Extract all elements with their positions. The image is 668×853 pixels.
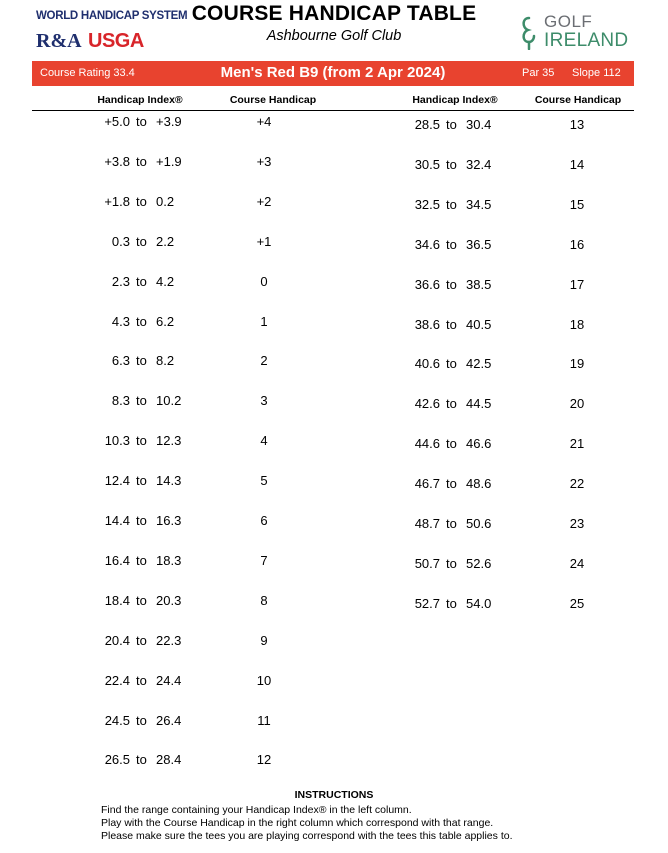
range-to-word: to (136, 672, 147, 688)
range-from: 46.7 (414, 476, 440, 492)
range-to-word: to (446, 236, 457, 252)
range-from: 22.4 (104, 672, 130, 688)
range-to: 26.4 (156, 712, 182, 728)
range-to-word: to (446, 436, 457, 452)
range-from: 30.5 (414, 156, 440, 172)
table-row (90, 194, 284, 214)
instruction-line: Find the range containing your Handicap Index® in the left column. (101, 804, 412, 816)
range-to: 30.4 (466, 117, 492, 132)
course-handicap-value: +1 (256, 233, 272, 249)
range-to: 36.5 (466, 236, 492, 252)
range-to: 24.4 (156, 672, 182, 688)
range-from: 44.6 (414, 436, 440, 452)
range-to-word: to (136, 273, 147, 289)
course-handicap-value: +2 (256, 193, 272, 209)
range-to: 28.4 (156, 752, 182, 768)
club-name: Ashbourne Golf Club (266, 28, 402, 44)
range-to-word: to (446, 396, 457, 412)
course-handicap-value: 0 (260, 273, 268, 289)
range-from: 16.4 (104, 552, 130, 568)
instructions-title: INSTRUCTIONS (294, 789, 374, 801)
table-row (90, 234, 284, 254)
tee-banner (32, 61, 634, 86)
course-handicap-value: 2 (260, 353, 268, 369)
course-handicap-value: 16 (569, 236, 585, 252)
table-row (400, 356, 597, 376)
range-from: 4.3 (111, 313, 130, 329)
range-from: 52.7 (414, 595, 440, 611)
slope-value: Slope 112 (572, 67, 621, 79)
course-handicap-value: 25 (569, 595, 585, 611)
range-to: 20.3 (156, 592, 182, 608)
range-to: 48.6 (466, 476, 492, 492)
usga-logo-text: USGA (88, 30, 144, 52)
range-from: +1.8 (104, 193, 130, 209)
range-from: 26.5 (104, 752, 130, 768)
header-handicap-index-left: Handicap Index® (97, 94, 183, 106)
course-handicap-value: 7 (260, 552, 268, 568)
table-row (90, 593, 284, 613)
golf-ireland-logo (518, 12, 638, 52)
table-row (90, 314, 284, 334)
shamrock-icon (518, 14, 540, 50)
range-to-word: to (446, 276, 457, 292)
range-to-word: to (136, 473, 147, 489)
range-to-word: to (136, 114, 147, 129)
course-handicap-value: 4 (260, 433, 268, 449)
range-from: 38.6 (414, 316, 440, 332)
range-to: 18.3 (156, 552, 182, 568)
table-row (90, 633, 284, 653)
range-to: 52.6 (466, 555, 492, 571)
range-from: 20.4 (104, 632, 130, 648)
range-to: 42.5 (466, 356, 492, 372)
table-row (400, 396, 597, 416)
range-from: 24.5 (104, 712, 130, 728)
range-to: +1.9 (156, 153, 182, 169)
course-handicap-value: 17 (569, 276, 585, 292)
whs-logo-text: WORLD HANDICAP SYSTEM (36, 10, 188, 22)
course-handicap-value: 20 (569, 396, 585, 412)
range-to-word: to (136, 193, 147, 209)
range-to: 8.2 (156, 353, 175, 369)
range-to-word: to (446, 555, 457, 571)
header-course-handicap-right: Course Handicap (534, 94, 622, 106)
range-to: 54.0 (466, 595, 492, 611)
range-from: 36.6 (414, 276, 440, 292)
range-to: 10.2 (156, 393, 182, 409)
course-handicap-value: 15 (569, 196, 585, 212)
table-row (90, 154, 284, 174)
header-course-handicap-left: Course Handicap (229, 94, 317, 106)
table-row (90, 393, 284, 413)
table-row (90, 433, 284, 453)
course-handicap-value: 14 (569, 156, 585, 172)
course-handicap-value: 5 (260, 473, 268, 489)
range-from: 10.3 (104, 433, 130, 449)
range-to: 46.6 (466, 436, 492, 452)
course-handicap-value: 19 (569, 356, 585, 372)
range-to: 38.5 (466, 276, 492, 292)
table-row (400, 317, 597, 337)
table-row (90, 752, 284, 772)
course-handicap-value: 10 (256, 672, 272, 688)
range-from: 0.3 (111, 233, 130, 249)
table-row (90, 114, 284, 134)
range-from: 2.3 (111, 273, 130, 289)
range-from: 34.6 (414, 236, 440, 252)
range-to: 32.4 (466, 156, 492, 172)
table-row (90, 713, 284, 733)
table-row (400, 157, 597, 177)
range-to: 40.5 (466, 316, 492, 332)
course-handicap-value: 8 (260, 592, 268, 608)
header-handicap-index-right: Handicap Index® (412, 94, 498, 106)
table-row (400, 436, 597, 456)
course-handicap-value: 11 (257, 712, 271, 728)
table-row (90, 274, 284, 294)
course-handicap-value: 1 (260, 313, 268, 329)
table-row (400, 237, 597, 257)
instruction-line: Play with the Course Handicap in the right column which correspond with that range. (101, 817, 494, 829)
table-row (90, 553, 284, 573)
range-to-word: to (136, 592, 147, 608)
range-from: 12.4 (104, 473, 130, 489)
table-row (400, 596, 597, 616)
range-to-word: to (446, 595, 457, 611)
course-handicap-value: 12 (256, 752, 272, 768)
course-handicap-value: 21 (569, 436, 585, 452)
course-handicap-value: 22 (569, 476, 585, 492)
range-to: 44.5 (466, 396, 492, 412)
table-row (400, 476, 597, 496)
range-from: 18.4 (104, 592, 130, 608)
range-to-word: to (446, 476, 457, 492)
range-to-word: to (136, 632, 147, 648)
instruction-line: Please make sure the tees you are playing correspond with the tees this table applies to. (101, 830, 513, 842)
table-row (400, 117, 597, 137)
table-row (400, 556, 597, 576)
course-handicap-value: 23 (569, 516, 585, 531)
range-from: +5.0 (104, 114, 130, 129)
range-to-word: to (136, 712, 147, 728)
page-title: COURSE HANDICAP TABLE (191, 2, 477, 25)
course-handicap-value: 9 (260, 632, 268, 648)
range-to-word: to (136, 313, 147, 329)
table-row (90, 673, 284, 693)
range-from: 32.5 (414, 196, 440, 212)
tee-title: Men's Red B9 (from 2 Apr 2024) (220, 64, 446, 81)
table-row (90, 473, 284, 493)
golf-ireland-top-text: GOLF (544, 12, 593, 31)
range-to: 6.2 (156, 313, 175, 329)
range-to-word: to (446, 516, 457, 531)
range-from: 40.6 (414, 356, 440, 372)
range-to-word: to (136, 153, 147, 169)
range-to-word: to (446, 356, 457, 372)
range-from: 28.5 (414, 117, 440, 132)
range-to-word: to (136, 552, 147, 568)
range-to: 2.2 (156, 233, 175, 249)
range-to-word: to (136, 393, 147, 409)
golf-ireland-bottom-text: IRELAND (544, 30, 629, 51)
range-from: 42.6 (414, 396, 440, 412)
range-to: 12.3 (156, 433, 182, 449)
course-rating: Course Rating 33.4 (40, 67, 135, 79)
range-to: 34.5 (466, 196, 492, 212)
header-divider (32, 110, 634, 111)
par-value: Par 35 (522, 67, 555, 79)
range-to-word: to (136, 752, 147, 768)
range-to-word: to (136, 513, 147, 528)
range-from: 6.3 (111, 353, 130, 369)
range-to: +3.9 (156, 114, 182, 129)
course-handicap-value: +3 (256, 153, 272, 169)
range-from: 8.3 (111, 393, 130, 409)
range-from: +3.8 (104, 153, 130, 169)
table-row (90, 513, 284, 533)
course-handicap-value: 24 (569, 555, 585, 571)
range-to-word: to (446, 316, 457, 332)
course-handicap-value: 3 (260, 393, 268, 409)
range-to-word: to (136, 353, 147, 369)
range-to-word: to (446, 117, 457, 132)
table-row (400, 516, 597, 536)
course-handicap-value: 6 (260, 513, 268, 528)
range-to: 0.2 (156, 193, 175, 209)
range-to: 16.3 (156, 513, 182, 528)
range-to: 14.3 (156, 473, 182, 489)
course-handicap-value: 13 (569, 117, 585, 132)
range-to-word: to (446, 196, 457, 212)
range-to-word: to (446, 156, 457, 172)
range-from: 48.7 (414, 516, 440, 531)
course-handicap-value: 18 (569, 316, 585, 332)
table-row (90, 353, 284, 373)
ra-logo: R&A (36, 30, 82, 52)
table-row (400, 277, 597, 297)
range-to-word: to (136, 233, 147, 249)
range-to: 22.3 (156, 632, 182, 648)
range-from: 50.7 (414, 555, 440, 571)
course-handicap-value: +4 (256, 114, 272, 129)
range-from: 14.4 (104, 513, 130, 528)
table-row (400, 197, 597, 217)
range-to: 50.6 (466, 516, 492, 531)
range-to-word: to (136, 433, 147, 449)
range-to: 4.2 (156, 273, 175, 289)
